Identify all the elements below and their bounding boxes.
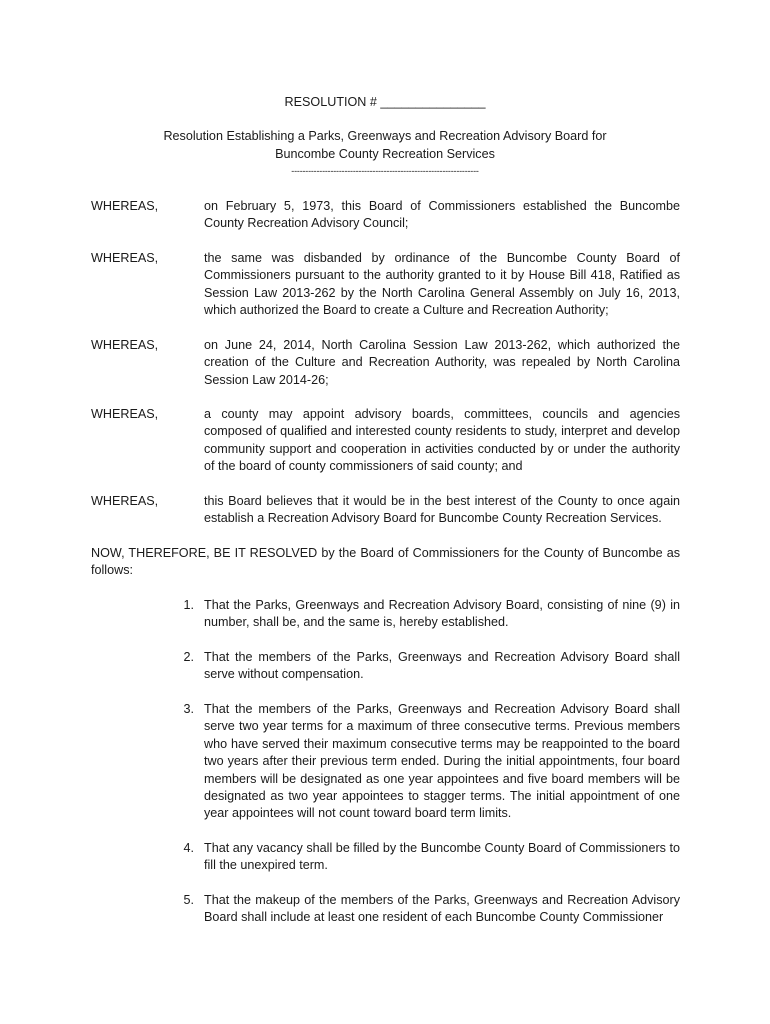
resolution-item: That the Parks, Greenways and Recreation Advisory Board, consisting of nine (9) in number, shall be, and the same is, hereby established.: [204, 598, 680, 630]
whereas-label: WHEREAS,: [91, 251, 159, 265]
whereas-clause: the same was disbanded by ordinance of the Buncombe County Board of Commissioners pursuant to the authority granted to it by House Bill 418, Ratified as Session Law 2013-262 by the North Carolina General Assembly on July 16, 2013, which authorized the Board to create a Culture and Recreation Authority;: [204, 251, 680, 318]
resolution-title-line-1: Resolution Establishing a Parks, Greenways and Recreation Advisory Board for: [163, 129, 607, 143]
whereas-clause: on February 5, 1973, this Board of Commissioners established the Buncombe County Recreation Advisory Council;: [204, 199, 680, 231]
item-number: 3.: [183, 702, 194, 716]
whereas-clause: this Board believes that it would be in the best interest of the County to once again establish a Recreation Advisory Board for Buncombe County Recreation Services.: [204, 494, 680, 526]
whereas-clause: on June 24, 2014, North Carolina Session Law 2013-262, which authorized the creation of the Culture and Recreation Authority, was repealed by North Carolina Session Law 2014-26;: [204, 338, 680, 387]
resolution-item: That the members of the Parks, Greenways and Recreation Advisory Board shall serve without compensation.: [204, 650, 680, 682]
whereas-label: WHEREAS,: [91, 338, 159, 352]
whereas-clause: a county may appoint advisory boards, committees, councils and agencies composed of qualified and interested county residents to study, interpret and develop community support and cooperation in activities conducted by or under the authority of the board of county commissioners of said county; and: [204, 407, 680, 474]
resolution-title-line-2: Buncombe County Recreation Services: [275, 147, 495, 161]
item-number: 2.: [183, 650, 194, 664]
resolved-intro: NOW, THEREFORE, BE IT RESOLVED by the Board of Commissioners for the County of Buncombe as follows:: [91, 546, 680, 578]
whereas-label: WHEREAS,: [91, 199, 159, 213]
whereas-label: WHEREAS,: [91, 494, 159, 508]
resolution-number-line: RESOLUTION # _______________: [284, 95, 486, 109]
resolution-item: That the members of the Parks, Greenways and Recreation Advisory Board shall serve two year terms for a maximum of three consecutive terms. Previous members who have served their maximum consecutive terms may be reappointed to the board two years after their previous term ended. During the initial appointments, four board members will be designated as one year appointees and five board members will be designated as two year appointees to stagger terms. The initial appointment of one year appointees will not count toward board term limits.: [204, 702, 680, 821]
item-number: 1.: [183, 598, 194, 612]
item-number: 5.: [183, 893, 194, 907]
item-number: 4.: [183, 841, 194, 855]
resolution-item: That any vacancy shall be filled by the Buncombe County Board of Commissioners to fill the unexpired term.: [204, 841, 680, 873]
resolution-item: That the makeup of the members of the Parks, Greenways and Recreation Advisory Board shall include at least one resident of each Buncombe County Commissioner: [204, 893, 680, 925]
title-rule: -------------------------------------------------------------------: [291, 166, 479, 176]
whereas-label: WHEREAS,: [91, 407, 159, 421]
